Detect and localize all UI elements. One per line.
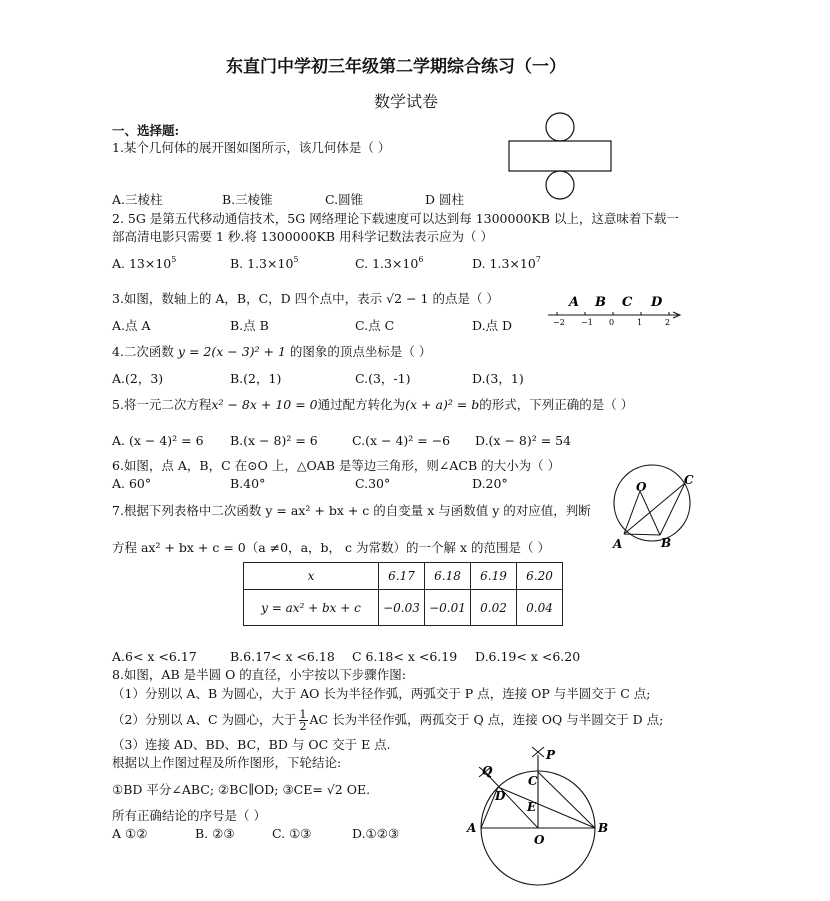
q3-option-a: A.点 A <box>112 318 151 333</box>
q8-semicircle-figure <box>460 745 620 895</box>
q1-option-c: C.圆锥 <box>325 192 364 207</box>
table-cell: 6.17 <box>379 563 425 590</box>
q4-expression: y = 2(x − 3)² + 1 <box>177 344 286 359</box>
table-cell: 0.02 <box>471 590 517 626</box>
q7-line-1: 7.根据下列表格中二次函数 y = ax² + bx + c 的自变量 x 与函数值 y 的对应值，判断 <box>112 503 591 518</box>
number-line-point-a: A <box>569 295 580 310</box>
q6-label-b: B <box>661 536 672 550</box>
q8-line-1: 8.如图，AB 是半圆 O 的直径，小宇按以下步骤作图: <box>112 667 407 682</box>
q2-option-c: C. $1.3\times 10^6$ <box>355 255 424 271</box>
q3-number-line <box>545 288 685 328</box>
table-cell: 6.20 <box>517 563 563 590</box>
q6-label-a: A <box>613 537 623 551</box>
q8-option-d: D.①②③ <box>352 826 400 841</box>
page-title: 东直门中学初三年级第二学期综合练习（一） <box>226 57 566 77</box>
q8-line-7: 所有正确结论的序号是（ ） <box>112 808 266 823</box>
q2-option-b: B. $1.3\times 10^5$ <box>230 255 299 271</box>
fraction-one-half: $\frac{1}{2}$ <box>299 708 307 733</box>
q1-stem: 1.某个几何体的展开图如图所示，该几何体是（ ） <box>112 140 391 155</box>
table-cell: 6.18 <box>425 563 471 590</box>
table-head-x: x <box>244 563 379 590</box>
q3-option-c: C.点 C <box>355 318 395 333</box>
number-line-tick-label: 2 <box>665 318 671 327</box>
q3-stem: 3.如图，数轴上的 A，B，C，D 四个点中，表示 √2 − 1 的点是（ ） <box>112 291 499 306</box>
q5-stem: 5.将一元二次方程x² − 8x + 10 = 0通过配方转化为(x + a)² = b的形式，下列正确的是（ ） <box>112 397 634 412</box>
number-line-point-c: C <box>622 295 633 310</box>
q5-option-a: A. (x − 4)² = 6 <box>112 433 204 448</box>
q8-label-e: E <box>527 800 537 814</box>
q8-label-o: O <box>534 833 545 847</box>
q6-label-o: O <box>636 480 647 494</box>
q2-line-1: 2. 5G 是第五代移动通信技术，5G 网络理论下载速度可以达到每 1300000KB 以上，这意味着下载一 <box>112 211 679 226</box>
q8-label-c: C <box>528 774 538 788</box>
q8-line-5: 根据以上作图过程及所作图形，下轮结论: <box>112 755 342 770</box>
q8-line-2: （1）分别以 A、B 为圆心，大于 AO 长为半径作弧，两弧交于 P 点，连接 OP 与半圆交于 C 点; <box>112 686 651 701</box>
q8-line-4: （3）连接 AD、BD、BC，BD 与 OC 交于 E 点. <box>112 737 391 752</box>
q2-option-a: A. $13\times 10^5$ <box>112 255 177 271</box>
number-line-tick-label: −2 <box>553 318 565 327</box>
q8-option-a: A ①② <box>112 826 148 841</box>
q4-option-a: A.(2，3) <box>112 371 164 386</box>
q8-label-d: D <box>495 789 506 803</box>
q7-line-2: 方程 ax² + bx + c = 0（a ≠0，a，b， c 为常数）的一个解 x 的范围是（ ） <box>112 540 550 555</box>
q1-option-a: A.三棱柱 <box>112 192 163 207</box>
q1-net-figure <box>500 110 620 200</box>
table-cell: 6.19 <box>471 563 517 590</box>
q4-option-c: C.(3，-1) <box>355 371 411 386</box>
q4-option-b: B.(2，1) <box>230 371 282 386</box>
q6-option-b: B.40° <box>230 476 266 491</box>
table-cell: 0.04 <box>517 590 563 626</box>
table-cell: −0.03 <box>379 590 425 626</box>
number-line-tick-label: 0 <box>609 318 615 327</box>
q8-label-q: Q <box>482 764 493 778</box>
table-row <box>244 563 563 590</box>
q3-option-b: B.点 B <box>230 318 269 333</box>
section-heading: 一、选择题: <box>112 123 180 138</box>
q1-option-b: B.三棱锥 <box>222 192 273 207</box>
table-head-y: y = ax² + bx + c <box>244 590 379 626</box>
q3-expression: √2 − 1 <box>386 291 429 306</box>
q8-line-3: （2）分别以 A、C 为圆心，大于 $\frac{1}{2}$ AC 长为半径作弧，两孤交于 Q 点，连接 OQ 与半圆交于 D 点; <box>112 708 664 733</box>
q1-option-d: D 圆柱 <box>425 192 464 207</box>
q4-stem: 4.二次函数 y = 2(x − 3)² + 1 的图象的顶点坐标是（ ） <box>112 344 432 359</box>
q6-circle-figure <box>600 455 710 555</box>
q3-option-d: D.点 D <box>472 318 513 333</box>
q2-line-2: 部高清电影只需要 1 秒.将 1300000KB 用科学记数法表示应为（ ） <box>112 229 493 244</box>
q6-option-c: C.30° <box>355 476 391 491</box>
q2-option-d: D. $1.3\times 10^7$ <box>472 255 541 271</box>
q8-option-b: B. ②③ <box>195 826 235 841</box>
q4-option-d: D.(3，1) <box>472 371 524 386</box>
number-line-tick-label: 1 <box>637 318 643 327</box>
q6-stem: 6.如图，点 A，B，C 在⊙O 上，△OAB 是等边三角形，则∠ACB 的大小为（ ） <box>112 458 561 473</box>
number-line-point-b: B <box>595 295 606 310</box>
q6-label-c: C <box>684 473 694 487</box>
number-line-tick-label: −1 <box>581 318 593 327</box>
q5-option-d: D.(x − 8)² = 54 <box>475 433 572 448</box>
q7-option-b: B.6.17< x <6.18 <box>230 649 335 664</box>
q7-option-c: C 6.18< x <6.19 <box>352 649 458 664</box>
table-cell: −0.01 <box>425 590 471 626</box>
q7-option-a: A.6< x <6.17 <box>112 649 197 664</box>
number-line-point-d: D <box>651 295 663 310</box>
page-subtitle: 数学试卷 <box>374 92 439 111</box>
q8-option-c: C. ①③ <box>272 826 312 841</box>
q7-value-table <box>243 562 563 626</box>
table-row <box>244 590 563 626</box>
q8-label-b: B <box>598 821 609 835</box>
q8-label-a: A <box>467 821 477 835</box>
q7-option-d: D.6.19< x <6.20 <box>475 649 581 664</box>
q6-option-a: A. 60° <box>112 476 152 491</box>
q8-line-6: ①BD 平分∠ABC; ②BC∥OD; ③CE= √2 OE. <box>112 782 371 797</box>
q5-option-b: B.(x − 8)² = 6 <box>230 433 318 448</box>
q6-option-d: D.20° <box>472 476 508 491</box>
q5-option-c: C.(x − 4)² = −6 <box>352 433 451 448</box>
q8-label-p: P <box>546 748 556 762</box>
